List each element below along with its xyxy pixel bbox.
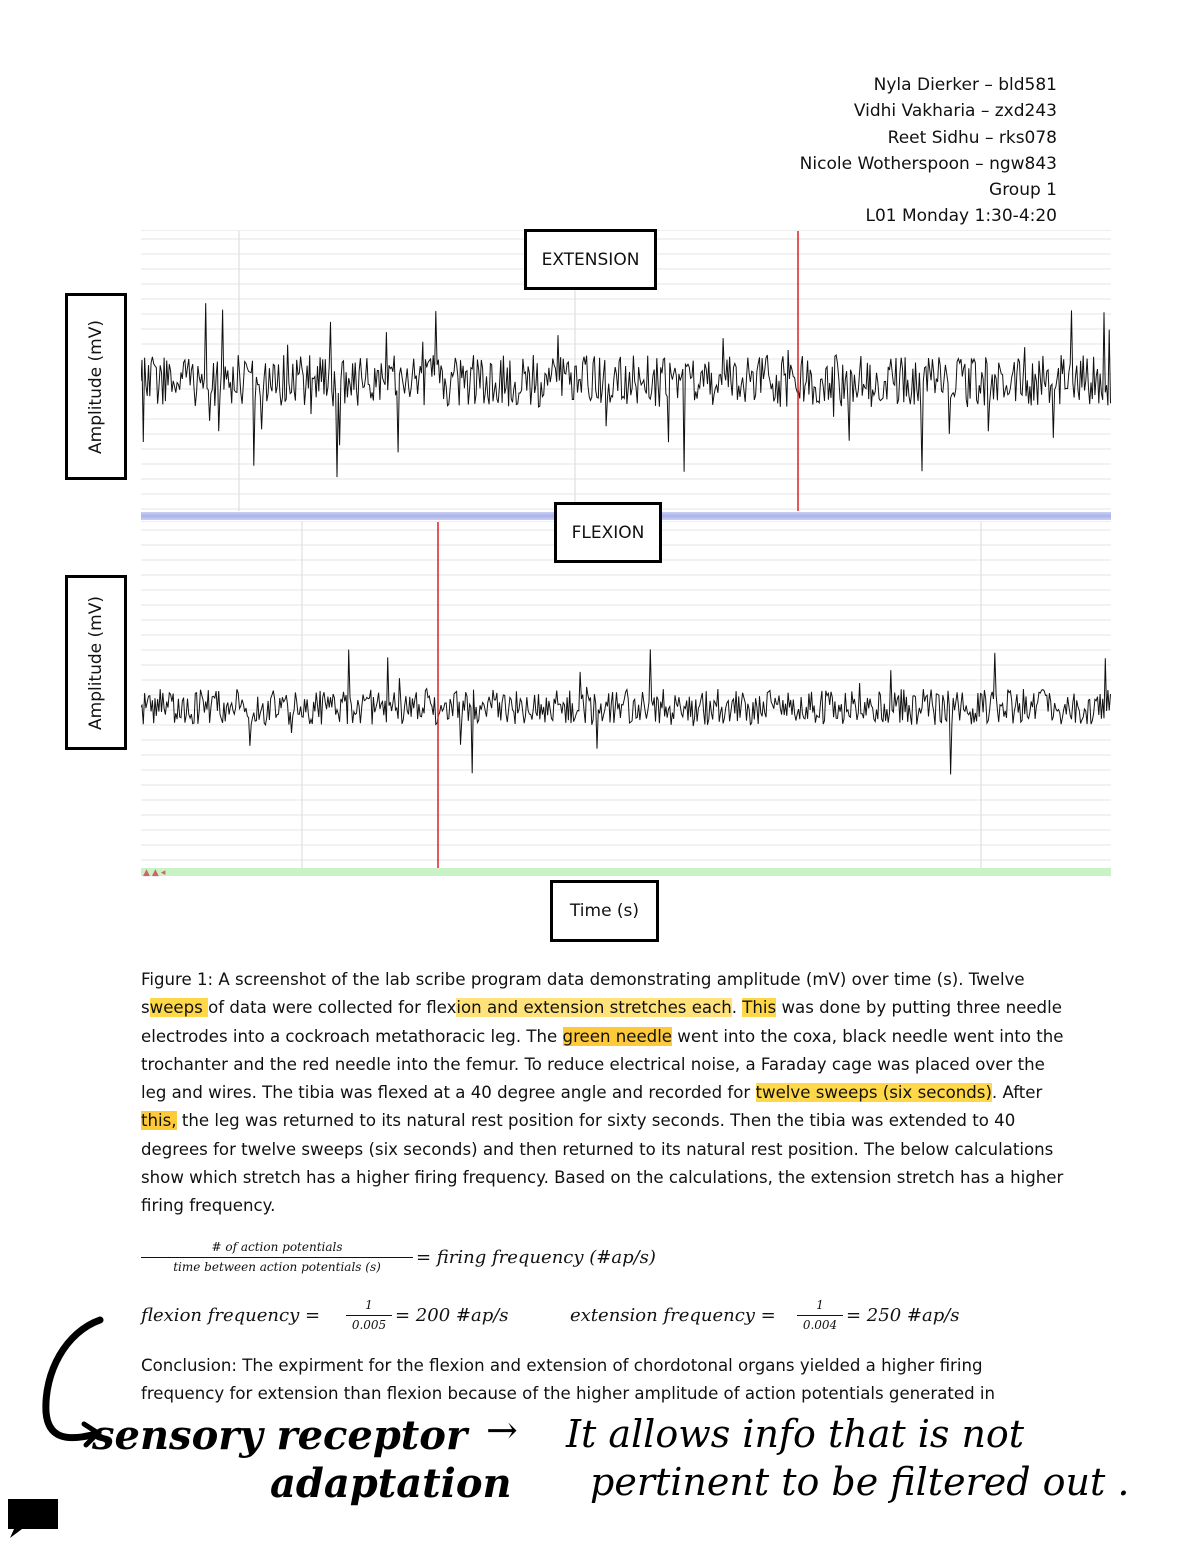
scroll-arrows-icon: ▲▲◂ <box>143 868 168 878</box>
conclusion-text: Conclusion: The expirment for the flexion and extension of chordotonal organs yielded a higher firing frequency for extension than flexion because of the higher amplitude of action potentials generated in <box>141 1356 996 1404</box>
figure-caption: Figure 1: A screenshot of the lab scribe program data demonstrating amplitude (mV) over time (s). Twelve sweeps of data were collected for flexion and extension stretches each. This was done by putting three needle electrodes into a cockroach metathoracic leg. The green needle went into the coxa, black needle went into the trochanter and the red needle into the femur. To reduce electrical noise, a Faraday cage was placed over the leg and wires. The tibia was flexed at a 40 degree angle and recorded for twelve sweeps (six seconds). After this, the leg was returned to its natural rest position for sixty seconds. Then the tibia was extended to 40 degrees for twelve sweeps (six seconds) and then returned to its natural rest position. The below calculations show which stretch has a higher firing frequency. Based on the calculations, the extension stretch has a higher firing frequency. <box>141 970 1064 1216</box>
comment-icon[interactable] <box>6 1497 60 1539</box>
header-line: Vidhi Vakharia – zxd243 <box>853 101 1057 122</box>
header-line: Group 1 <box>989 180 1057 201</box>
plot-scrollbar <box>141 868 1111 876</box>
handwritten-note-line2a: It allows info that is not <box>566 1412 1025 1456</box>
header-line: Nicole Wotherspoon – ngw843 <box>799 153 1057 174</box>
flexion-label: FLEXION <box>554 502 662 563</box>
flexion-trace-plot <box>141 521 1111 869</box>
flexion-equation-lhs: flexion frequency = <box>141 1305 321 1326</box>
header-line: Nyla Dierker – bld581 <box>873 75 1057 95</box>
header-line: L01 Monday 1:30-4:20 <box>865 206 1057 227</box>
main-equation-fraction: # of action potentials time between action potentials (s) <box>141 1240 413 1274</box>
flexion-equation-rhs: = 200 #ap/s <box>395 1305 509 1326</box>
flexion-fraction: $\frac{1}{0.005}$ <box>346 1298 392 1332</box>
y-axis-label-top: Amplitude (mV) <box>65 293 127 480</box>
handwritten-note-line2b: pertinent to be filtered out . <box>590 1460 1130 1504</box>
extension-fraction: $\frac{1}{0.004}$ <box>797 1298 843 1332</box>
handwritten-note-sensory: sensory receptor <box>92 1412 468 1459</box>
signal-trace <box>141 649 1111 774</box>
extension-label: EXTENSION <box>524 229 657 290</box>
author-header <box>800 72 1057 230</box>
handwritten-arrow: → <box>486 1408 518 1452</box>
handwritten-note-adaptation: adaptation <box>270 1460 512 1507</box>
main-equation-rhs: = firing frequency (#ap/s) <box>416 1247 656 1268</box>
header-line: Reet Sidhu – rks078 <box>887 127 1057 148</box>
y-axis-label-bottom: Amplitude (mV) <box>65 575 127 750</box>
x-axis-label: Time (s) <box>550 880 659 942</box>
extension-equation-rhs: = 250 #ap/s <box>846 1305 960 1326</box>
extension-equation-lhs: extension frequency = <box>570 1305 776 1326</box>
flexion-trace-svg <box>141 522 1111 869</box>
